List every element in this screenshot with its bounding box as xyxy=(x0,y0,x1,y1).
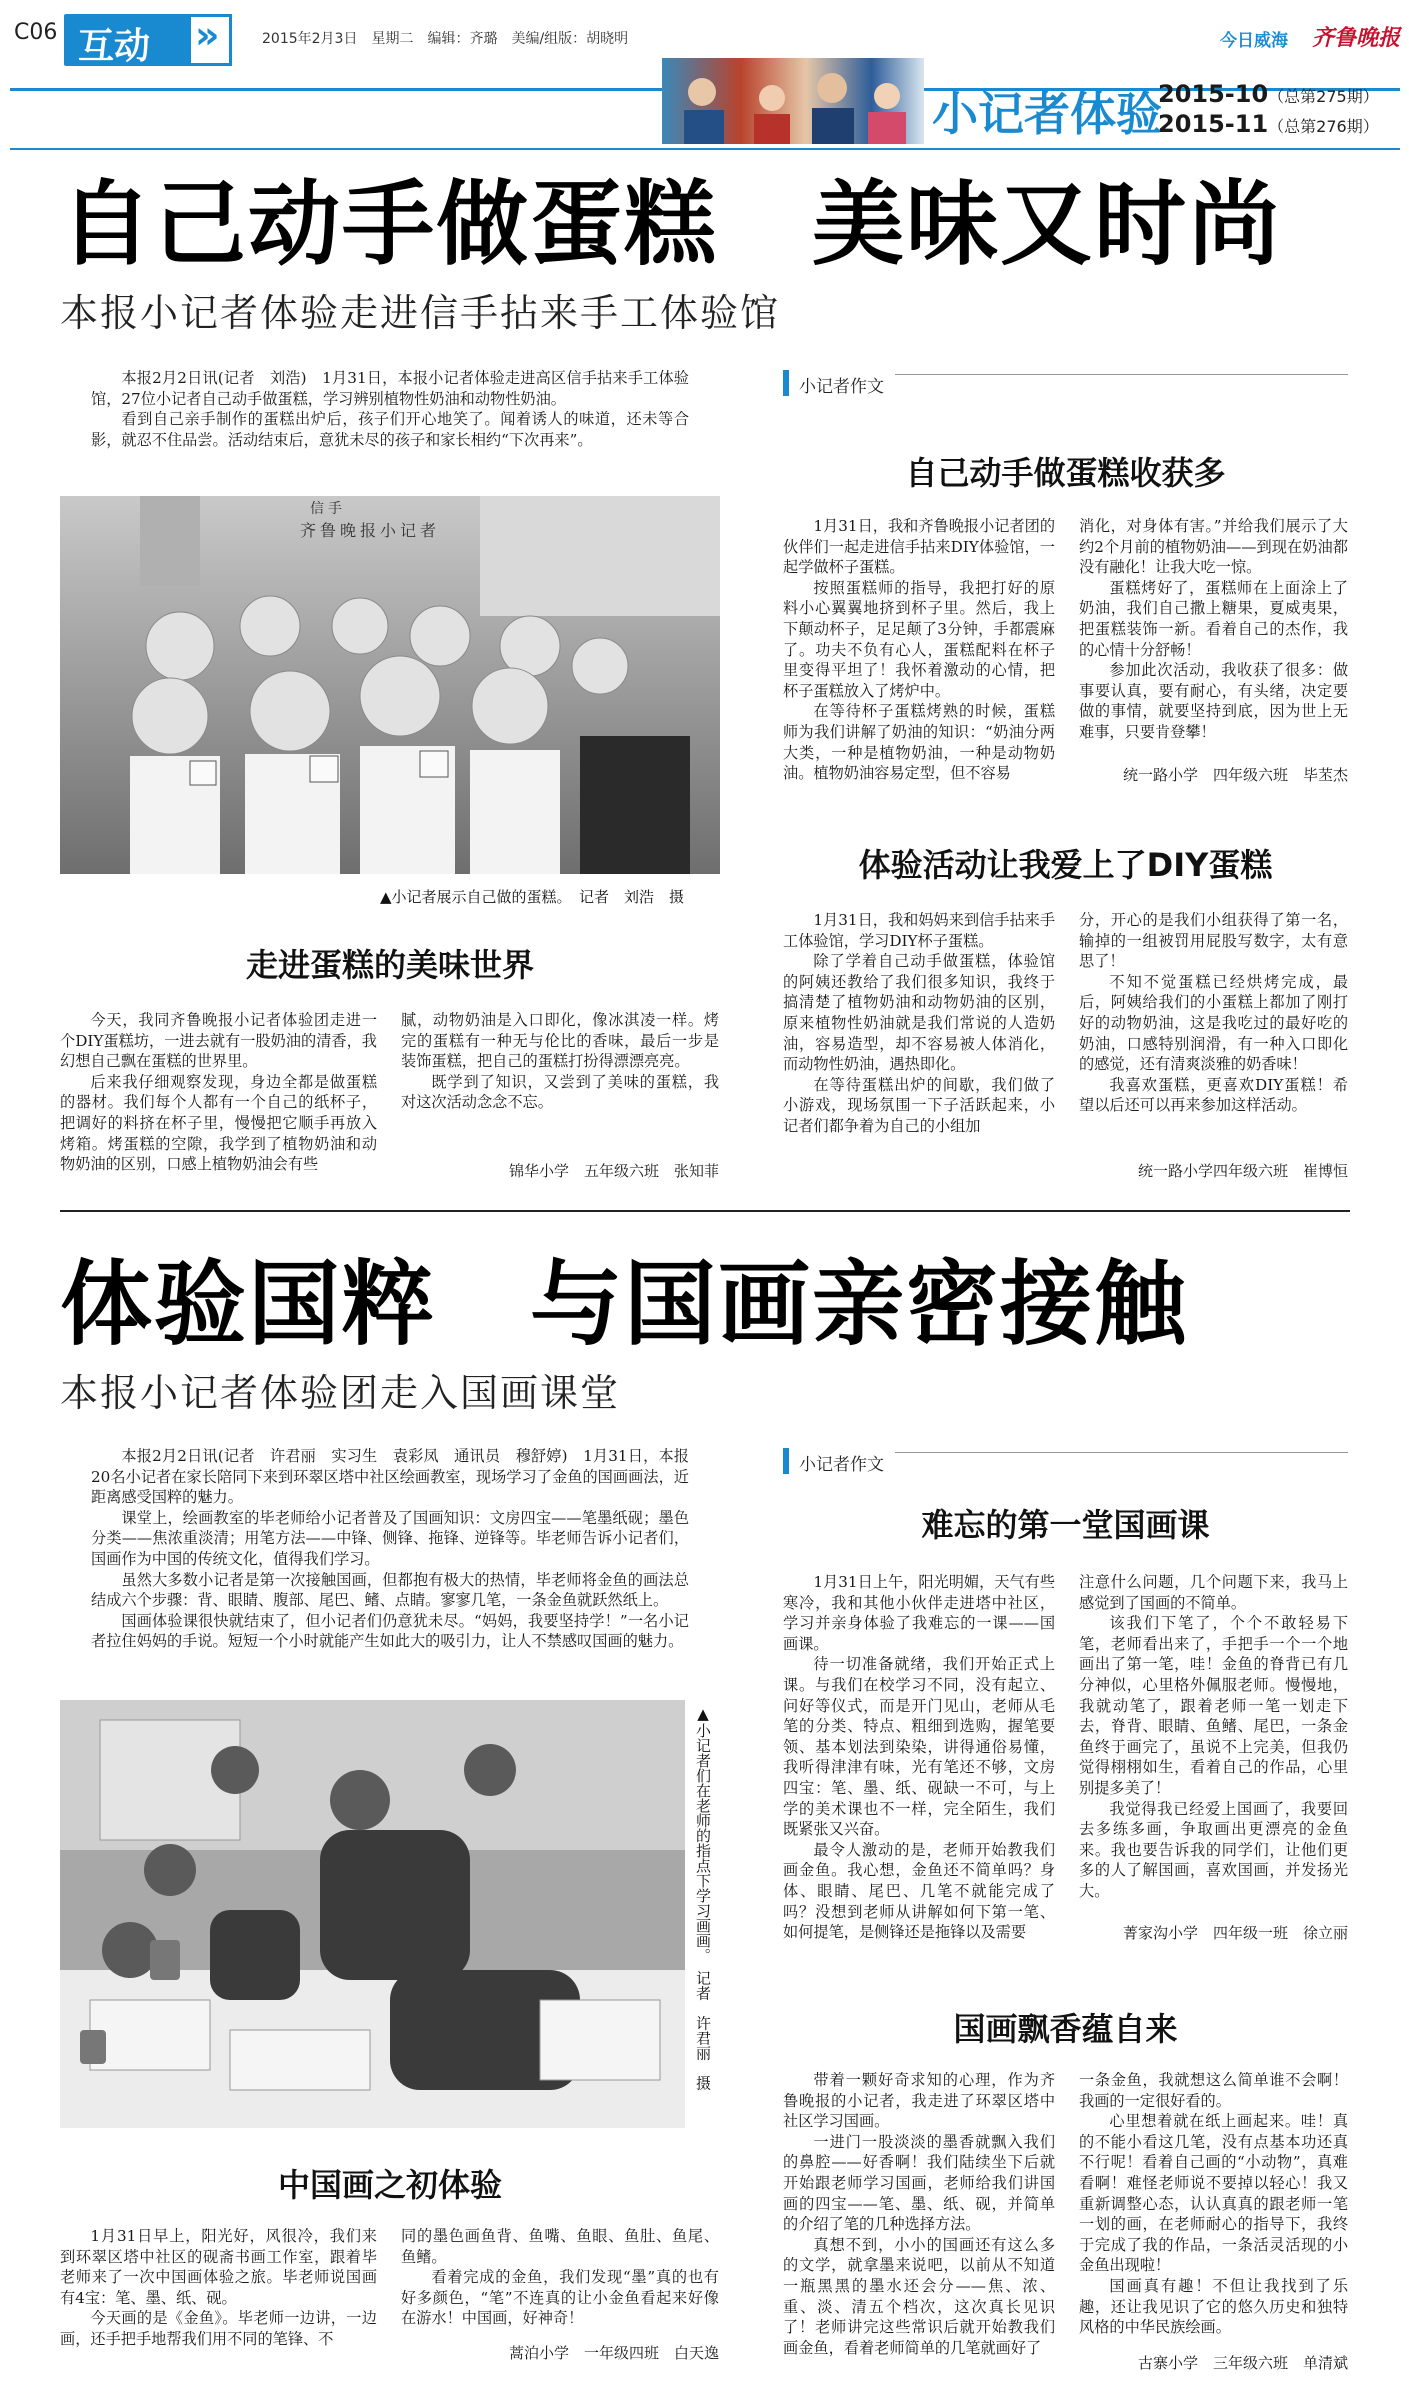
essay-paragraph: 后来我仔细观察发现，身边全都是做蛋糕的器材。我们每个人都有一个自己的纸杯子，把调好的料挤在杯子里，慢慢把它顺手再放入烤箱。烤蛋糕的空隙，我学到了植物奶油和动物奶油的区别，口感上植物奶油会有些 xyxy=(60,1072,377,1174)
essay-paragraph: 既学到了知识，又尝到了美味的蛋糕，我对这次活动念念不忘。 xyxy=(401,1072,719,1112)
essay-paragraph: 参加此次活动，我收获了很多：做事要认真，要有耐心，有头绪，决定要做的事情，就要坚持到底，因为世上无难事，只要肯登攀！ xyxy=(1079,661,1348,741)
section-badge xyxy=(64,14,232,66)
essay-paragraph: 同的墨色画鱼背、鱼嘴、鱼眼、鱼肚、鱼尾、鱼鳍。 xyxy=(401,2227,719,2266)
essay-paragraph: 在等待杯子蛋糕烤熟的时候，蛋糕师为我们讲解了奶油的知识：“奶油分两大类，一种是植物奶油，一种是动物奶油。植物奶油容易定型，但不容易 xyxy=(783,702,1055,783)
page-header xyxy=(0,0,1409,141)
lead-paragraph: 课堂上，绘画教室的毕老师给小记者普及了国画知识：文房四宝——笔墨纸砚；墨色分类——焦浓重淡清；用笔方法——中锋、侧锋、拖锋、逆锋等。毕老师告诉小记者们，国画作为中国的传统文化，值得我们学习。 xyxy=(91,1508,689,1568)
essay-paragraph: 该我们下笔了，个个不敢轻易下笔，老师看出来了，手把手一个一个地画出了第一笔，哇！金鱼的脊背已有几分神似，心里格外佩服老师。慢慢地，我就动笔了，跟着老师一笔一划走下去，脊背、眼睛、鱼鳍、尾巴，一条金鱼终于画完了，虽说不上完美，但我仍觉得栩栩如生，看着自己的作品，心里别提多美了！ xyxy=(1079,1614,1348,1797)
photo-sign: 齐鲁晚报小记者 xyxy=(300,521,441,540)
essay-c-col2 xyxy=(1079,910,1348,1116)
essay-paragraph: 心里想着就在纸上画起来。哇！真的不能小看这几笔，没有点基本功还真不行呢！看着自己画的“小动物”，真难看啊！难怪老师说不要掉以轻心！我又重新调整心态，认认真真的跟老师一笔一划的画，在老师耐心的指导下，我终于完成了我的作品，一条活灵活现的小金鱼出现啦！ xyxy=(1079,2112,1348,2275)
essay-paragraph: 注意什么问题，几个问题下来，我马上感觉到了国画的不简单。 xyxy=(1079,1573,1348,1612)
essay-c-title: 体验活动让我爱上了DIY蛋糕 xyxy=(858,846,1273,884)
paper-logo: 齐鲁晚报 xyxy=(1312,25,1401,51)
essay-e-byline: 菁家沟小学 四年级一班 徐立丽 xyxy=(1122,1924,1348,1942)
story1-headline: 自己动手做蛋糕 美味又时尚 xyxy=(60,171,1283,278)
painting-photo xyxy=(60,1700,685,2128)
essay-c-col1 xyxy=(783,910,1055,1137)
essay-paragraph: 待一切准备就绪，我们开始正式上课。与我们在校学习不同，没有起立、问好等仪式，而是开门见山，老师从毛笔的分类、特点、粗细到选购，握笔要领、基本划法到染染，讲得通俗易懂，我听得津津有味，光有笔还不够，文房四宝：笔、墨、纸、砚缺一不可，与上学的美术课也不一样，完全陌生，我们既紧张又兴奋。 xyxy=(783,1655,1055,1839)
essay-paragraph: 消化，对身体有害。”并给我们展示了大约2个月前的植物奶油——到现在奶油都没有融化！让我大吃一惊。 xyxy=(1079,517,1348,577)
essay-d-byline: 蒿泊小学 一年级四班 白天逸 xyxy=(508,2344,719,2362)
lead-paragraph: 国画体验课很快就结束了，但小记者们仍意犹未尽。“妈妈，我要坚持学！”一名小记者拉住妈妈的手说。短短一个小时就能产生如此大的吸引力，让人不禁感叹国画的魅力。 xyxy=(91,1611,689,1651)
section-divider xyxy=(60,1210,1350,1212)
essay-e-tag: 小记者作文 xyxy=(799,1455,884,1475)
essay-d-col1 xyxy=(60,2226,377,2350)
essay-e-col1 xyxy=(783,1572,1055,1943)
essay-e-tag-box xyxy=(783,1448,895,1474)
essay-paragraph: 蛋糕烤好了，蛋糕师在上面涂上了奶油，我们自己撒上糖果，夏威夷果，把蛋糕装饰一新。看着自己的杰作，我的心情十分舒畅！ xyxy=(1079,578,1348,659)
essay-paragraph: 真想不到，小小的国画还有这么多的文学，就拿墨来说吧，以前从不知道一瓶黑黑的墨水还会分——焦、浓、重、淡、清五个档次，这次真长见识了！老师讲完这些常识后就开始教我们画金鱼，看着老师简单的几笔就画好了 xyxy=(783,2235,1055,2357)
photo-sign: 信手 xyxy=(310,501,346,517)
story2-headline: 体验国粹 与国画亲密接触 xyxy=(60,1251,1189,1358)
banner-rule xyxy=(10,148,1400,150)
essay-b-byline: 统一路小学 四年级六班 毕苤杰 xyxy=(1122,766,1348,784)
essay-d-title: 中国画之初体验 xyxy=(277,2166,502,2204)
lead-paragraph: 看到自己亲手制作的蛋糕出炉后，孩子们开心地笑了。闻着诱人的味道，还未等合影，就忍不住品尝。活动结束后，意犹未尽的孩子和家长相约“下次再来”。 xyxy=(91,410,689,449)
section-label: 互动 xyxy=(78,26,151,67)
essay-paragraph: 一条金鱼，我就想这么简单谁不会啊！我画的一定很好看的。 xyxy=(1079,2071,1348,2110)
essay-paragraph: 不知不觉蛋糕已经烘烤完成，最后，阿姨给我们的小蛋糕上都加了刚打好的动物奶油，这是我吃过的最好吃的奶油，口感特别润滑，有一种入口即化的感觉，还有清爽淡雅的奶香味！ xyxy=(1079,972,1348,1074)
essay-f-title: 国画飘香蕴自来 xyxy=(953,2010,1178,2048)
section-arrow-icon: » xyxy=(188,14,232,66)
essay-paragraph: 除了学着自己动手做蛋糕，体验馆的阿姨还教给了我们很多知识，我终于搞清楚了植物奶油和动物奶油的区别，原来植物性奶油就是我们常说的人造奶油，容易造型，却不容易被人体消化，而动物性奶油，遇热即化。 xyxy=(783,952,1055,1074)
essay-paragraph: 1月31日上午，阳光明媚，天气有些寒冷，我和其他小伙伴走进塔中社区，学习并亲身体验了我难忘的一课——国画课。 xyxy=(783,1573,1056,1653)
essay-paragraph: 带着一颗好奇求知的心理，作为齐鲁晚报的小记者，我走进了环翠区塔中社区学习国画。 xyxy=(783,2071,1055,2131)
essay-paragraph: 1月31日，我和齐鲁晚报小记者团的伙伴们一起走进信手拈来DIY体验馆，一起学做杯子蛋糕。 xyxy=(783,517,1056,577)
essay-f-col1 xyxy=(783,2070,1055,2358)
essay-a-title: 走进蛋糕的美味世界 xyxy=(245,946,534,984)
essay-paragraph: 一进门一股淡淡的墨香就飘入我们的鼻腔——好香啊！我们陆续坐下后就开始跟老师学习国画，老师给我们讲国画的四宝——笔、墨、纸、砚，并简单的介绍了笔的几种选择方法。 xyxy=(783,2132,1055,2234)
essay-paragraph: 在等待蛋糕出炉的间歇，我们做了小游戏，现场氛围一下子活跃起来，小记者们都争着为自己的小组加 xyxy=(783,1075,1055,1135)
cake-photo-caption: ▲小记者展示自己做的蛋糕。 记者 刘浩 摄 xyxy=(380,888,685,906)
lead-paragraph: 本报2月2日讯(记者 许君丽 实习生 袁彩凤 通讯员 穆舒婷) 1月31日，本报20名小记者在家长陪同下来到环翠区塔中社区绘画教室，现场学习了金鱼的国画画法，近距离感受国粹的魅力。 xyxy=(91,1447,689,1507)
essay-f-byline: 古寨小学 三年级六班 单清斌 xyxy=(1137,2354,1348,2372)
story1-deck: 本报小记者体验走进信手拈来手工体验馆 xyxy=(60,291,781,335)
essay-paragraph: 1月31日，我和妈妈来到信手拈来手工体验馆，学习DIY杯子蛋糕。 xyxy=(783,911,1056,950)
essay-paragraph: 国画真有趣！不但让我找到了乐趣，还让我见识了它的悠久历史和独特风格的中华民族绘画。 xyxy=(1079,2276,1348,2337)
essay-b-title: 自己动手做蛋糕收获多 xyxy=(905,454,1226,492)
date-line: 2015年2月3日 星期二 编辑：齐璐 美编/组版：胡晓明 xyxy=(262,31,629,47)
cake-photo xyxy=(60,496,720,874)
essay-a-col2 xyxy=(401,1010,719,1113)
essay-paragraph: 分，开心的是我们小组获得了第一名，输掉的一组被罚用屁股写数字，太有意思了！ xyxy=(1079,911,1348,971)
essay-b-tag: 小记者作文 xyxy=(799,377,884,397)
column-banner-photo xyxy=(662,58,924,144)
lead-paragraph: 本报2月2日讯(记者 刘浩) 1月31日，本报小记者体验走进高区信手拈来手工体验馆，27位小记者自己动手做蛋糕，学习辨别植物性奶油和动物性奶油。 xyxy=(91,369,689,408)
essay-paragraph: 1月31日早上，阳光好，风很冷，我们来到环翠区塔中社区的砚斋书画工作室，跟着毕老师来了一次中国画体验之旅。毕老师说国画有4宝：笔、墨、纸、砚。 xyxy=(60,2227,377,2307)
story1-lead xyxy=(91,368,689,450)
header-right-label: 今日威海 xyxy=(1220,31,1288,51)
issue-2: 2015-11（总第276期） xyxy=(1158,110,1379,138)
essay-paragraph: 看着完成的金鱼，我们发现“墨”真的也有好多颜色，“笔”不连真的让小金鱼看起来好像在游水！中国画，好神奇！ xyxy=(401,2268,719,2328)
essay-c-byline: 统一路小学四年级六班 崔博恒 xyxy=(1137,1162,1348,1180)
essay-b-col1 xyxy=(783,516,1055,784)
essay-a-col1 xyxy=(60,1010,377,1175)
essay-b-col2 xyxy=(1079,516,1348,743)
painting-photo-caption: ▲小记者们在老师的指点下学习画画。 记者 许君丽 摄 xyxy=(694,1705,712,2091)
story2-lead xyxy=(91,1446,689,1652)
essay-d-col2 xyxy=(401,2226,719,2329)
essay-paragraph: 最令人激动的是，老师开始教我们画金鱼。我心想，金鱼还不简单吗？身体、眼睛、尾巴、几笔不就能完成了吗？没想到老师从讲解如何下第一笔、如何提笔，是侧锋还是拖锋以及需要 xyxy=(783,1840,1055,1942)
essay-paragraph: 我喜欢蛋糕，更喜欢DIY蛋糕！希望以后还可以再来参加这样活动。 xyxy=(1079,1075,1348,1115)
essay-b-tag-box xyxy=(783,370,895,396)
column-title: 小记者体验 xyxy=(932,87,1162,141)
lead-paragraph: 虽然大多数小记者是第一次接触国画，但都抱有极大的热情，毕老师将金鱼的画法总结成六个步骤：背、眼睛、腹部、尾巴、鳍、点睛。寥寥几笔，一条金鱼就跃然纸上。 xyxy=(91,1570,689,1610)
issue-1: 2015-10（总第275期） xyxy=(1158,80,1379,108)
essay-f-col2 xyxy=(1079,2070,1348,2338)
essay-paragraph: 按照蛋糕师的指导，我把打好的原料小心翼翼地挤到杯子里。然后，我上下颠动杯子，足足颠了3分钟，手都震麻了。功夫不负有心人，蛋糕配料在杯子里变得平坦了！我怀着激动的心情，把杯子蛋糕放入了烤炉中。 xyxy=(783,578,1055,700)
essay-paragraph: 腻，动物奶油是入口即化，像冰淇凌一样。烤完的蛋糕有一种无与伦比的香味，最后一步是装饰蛋糕，把自己的蛋糕打扮得漂漂亮亮。 xyxy=(401,1011,719,1071)
essay-paragraph: 今天画的是《金鱼》。毕老师一边讲，一边画，还手把手地帮我们用不同的笔锋、不 xyxy=(60,2309,377,2348)
page-number: C06 xyxy=(14,20,58,45)
essay-e-title: 难忘的第一堂国画课 xyxy=(921,1506,1210,1544)
essay-e-col2 xyxy=(1079,1572,1348,1902)
essay-paragraph: 我觉得我已经爱上国画了，我要回去多练多画，争取画出更漂亮的金鱼来。我也要告诉我的同学们，让他们更多的人了解国画，喜欢国画，并发扬光大。 xyxy=(1079,1799,1348,1900)
essay-paragraph: 今天，我同齐鲁晚报小记者体验团走进一个DIY蛋糕坊，一进去就有一股奶油的清香，我幻想自己飘在蛋糕的世界里。 xyxy=(60,1011,377,1071)
story2-deck: 本报小记者体验团走入国画课堂 xyxy=(60,1371,621,1415)
essay-a-byline: 锦华小学 五年级六班 张知菲 xyxy=(508,1162,719,1180)
